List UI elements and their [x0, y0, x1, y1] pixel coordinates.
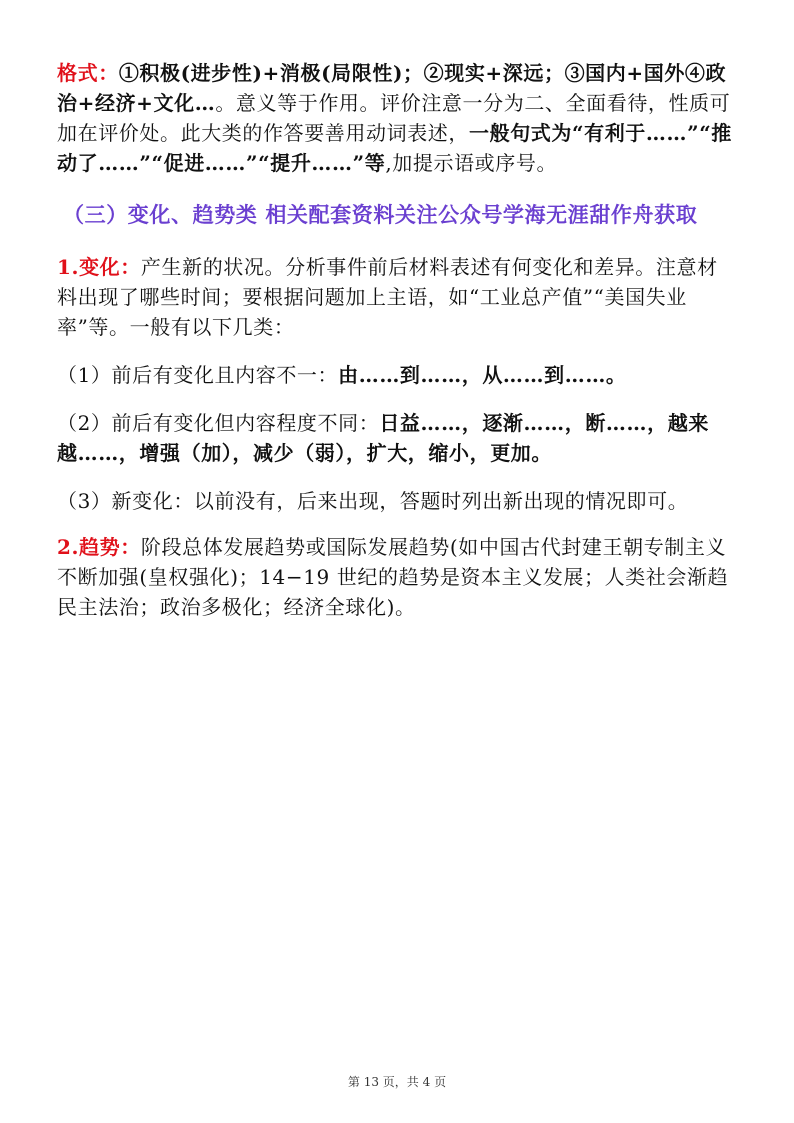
trend-label: 2.趋势： [57, 535, 141, 559]
format-sentence-pattern: 一般句式为“有利于……”“推动了……”“促进……”“提升……”等 [57, 121, 732, 175]
change-paragraph [57, 252, 737, 342]
change-text: 产生新的状况。分析事件前后材料表述有何变化和差异。注意材料出现了哪些时间；要根据问题加上主语，如“工业总产值”“美国失业率”等。一般有以下几类： [57, 255, 718, 339]
trend-paragraph [57, 532, 737, 622]
item-prefix: （1）前后有变化且内容不一： [57, 363, 339, 387]
format-paragraph [57, 58, 737, 178]
format-points: ①积极(进步性)+消极(局限性)；②现实+深远；③国内+国外④政治+经济+文化… [57, 61, 727, 115]
change-label: 1.变化： [57, 255, 141, 279]
format-label: 格式： [57, 61, 119, 85]
item-prefix: （2）前后有变化但内容程度不同： [57, 411, 380, 435]
format-description: 。意义等于作用。评价注意一分为二、全面看待，性质可加在评价处。此大类的作答要善用动词表述， [57, 91, 731, 145]
item-bold: 由……到……，从……到……。 [338, 363, 627, 387]
section-promo: 相关配套资料关注公众号学海无涯甜作舟获取 [265, 202, 698, 227]
page-footer: 第 13 页，共 4 页 [347, 1075, 447, 1089]
item-bold: 日益……，逐渐……，断……，越来越……，增强（加），减少（弱），扩大，缩小，更加。 [57, 411, 709, 465]
list-item [57, 360, 737, 390]
section-title: （三）变化、趋势类 [63, 202, 258, 227]
section-heading [57, 200, 737, 230]
format-tail: ,加提示语或序号。 [385, 151, 558, 175]
list-item [57, 408, 737, 468]
trend-text: 阶段总体发展趋势或国际发展趋势(如中国古代封建王朝专制主义不断加强(皇权强化)；14−19 世纪的趋势是资本主义发展；人类社会渐趋民主法治；政治多极化；经济全球化)。 [57, 535, 729, 619]
list-item [57, 486, 737, 516]
document-body [57, 58, 737, 622]
item-prefix: （3）新变化：以前没有，后来出现，答题时列出新出现的情况即可。 [57, 489, 689, 513]
